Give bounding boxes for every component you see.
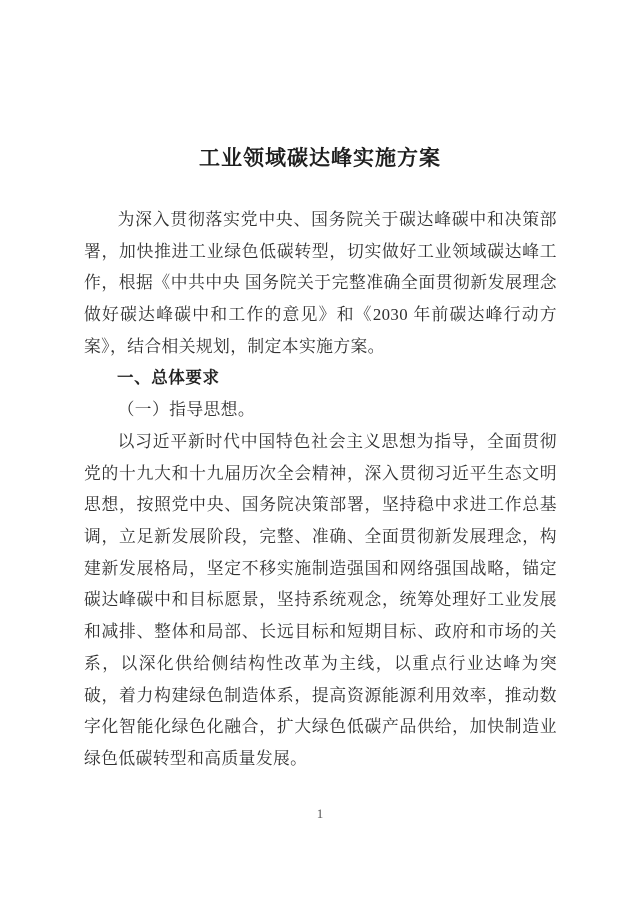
paragraph-guiding-ideology: 以习近平新时代中国特色社会主义思想为指导，全面贯彻党的十九大和十九届历次全会精神，深入贯彻习近平生态文明思想，按照党中央、国务院决策部署，坚持稳中求进工作总基调，立足新发展阶段，完整、准确、全面贯彻新发展理念，构建新发展格局，坚定不移实施制造强国和网络强国战略，锚定碳达峰碳中和目标愿景，坚持系统观念，统筹处理好工业发展和减排、整体和局部、长远目标和短期目标、政府和市场的关系，以深化供给侧结构性改革为主线，以重点行业达峰为突破，着力构建绿色制造体系，提高资源能源利用效率，推动数字化智能化绿色化融合，扩大绿色低碳产品供给，加快制造业绿色低碳转型和高质量发展。 (84, 431, 557, 768)
page-number: 1 (316, 806, 324, 821)
document-body (84, 204, 557, 775)
document-title: 工业领域碳达峰实施方案 (199, 146, 441, 170)
paragraph-intro: 为深入贯彻落实党中央、国务院关于碳达峰碳中和决策部署，加快推进工业绿色低碳转型，切实做好工业领域碳达峰工作，根据《中共中央 国务院关于完整准确全面贯彻新发展理念做好碳达峰碳中和工作的意见》和《2030 年前碳达峰行动方案》，结合相关规划，制定本实施方案。 (84, 210, 557, 356)
section-heading-overall-requirements: 一、总体要求 (117, 368, 220, 387)
subsection-heading-guiding-ideology: （一）指导思想。 (117, 400, 256, 420)
